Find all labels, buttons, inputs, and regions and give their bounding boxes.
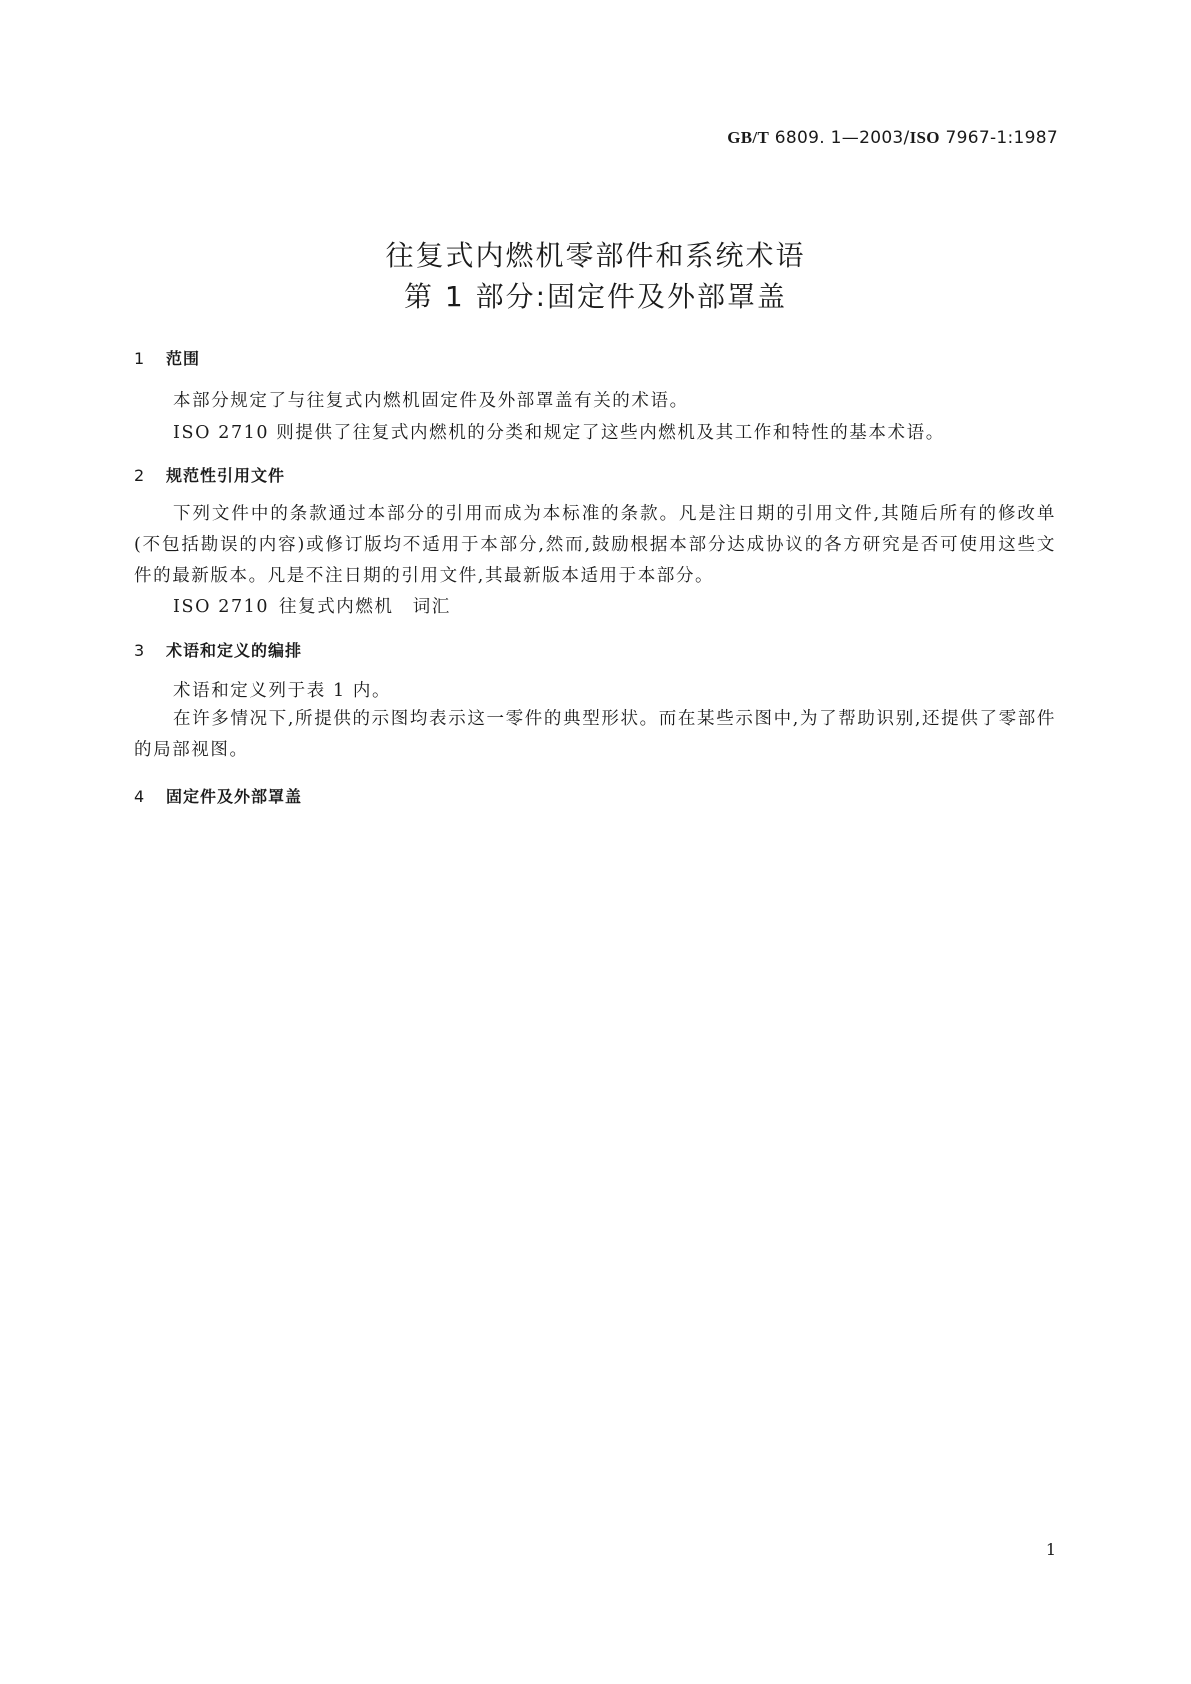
section-number: 2 [134, 466, 146, 485]
section-1-paragraph-2: ISO 2710 则提供了往复式内燃机的分类和规定了这些内燃机及其工作和特性的基本术语。 [173, 423, 945, 443]
section-3-paragraph-2: 在许多情况下,所提供的示图均表示这一零件的典型形状。而在某些示图中,为了帮助识别,还提供了零部件的局部视图。 [134, 709, 1056, 760]
section-number: 4 [134, 787, 146, 806]
section-title: 术语和定义的编排 [166, 641, 303, 660]
normative-reference [173, 593, 451, 618]
section-title: 范围 [166, 349, 201, 368]
section-1-paragraph-1: 本部分规定了与往复式内燃机固定件及外部罩盖有关的术语。 [173, 391, 689, 411]
section-1-heading [134, 346, 200, 369]
section-3-heading [134, 638, 302, 661]
section-number: 3 [134, 641, 146, 660]
section-4-heading [134, 784, 302, 807]
standard-code [727, 128, 1058, 148]
iso-prefix: ISO [909, 128, 940, 147]
section-2-heading [134, 463, 285, 486]
section-2-paragraph-1: 下列文件中的条款通过本部分的引用而成为本标准的条款。凡是注日期的引用文件,其随后所有的修改单(不包括勘误的内容)或修订版均不适用于本部分,然而,鼓励根据本部分达成协议的各方研究是否可使用这些文件的最新版本。凡是不注日期的引用文件,其最新版本适用于本部分。 [134, 504, 1056, 586]
page-number: 1 [1045, 1540, 1056, 1559]
document-subtitle: 第 1 部分:固定件及外部罩盖 [403, 280, 788, 313]
std-prefix: GB/T [727, 128, 770, 147]
reference-title: 往复式内燃机 词汇 [279, 597, 451, 617]
document-title: 往复式内燃机零部件和系统术语 [385, 239, 806, 272]
iso-number: 7967-1:1987 [939, 128, 1058, 148]
section-3-paragraph-1: 术语和定义列于表 1 内。 [173, 681, 392, 701]
section-title: 固定件及外部罩盖 [166, 787, 303, 806]
std-number: 6809. 1—2003/ [769, 128, 910, 148]
section-number: 1 [134, 349, 146, 368]
reference-code: ISO 2710 [173, 597, 270, 617]
section-title: 规范性引用文件 [166, 466, 286, 485]
